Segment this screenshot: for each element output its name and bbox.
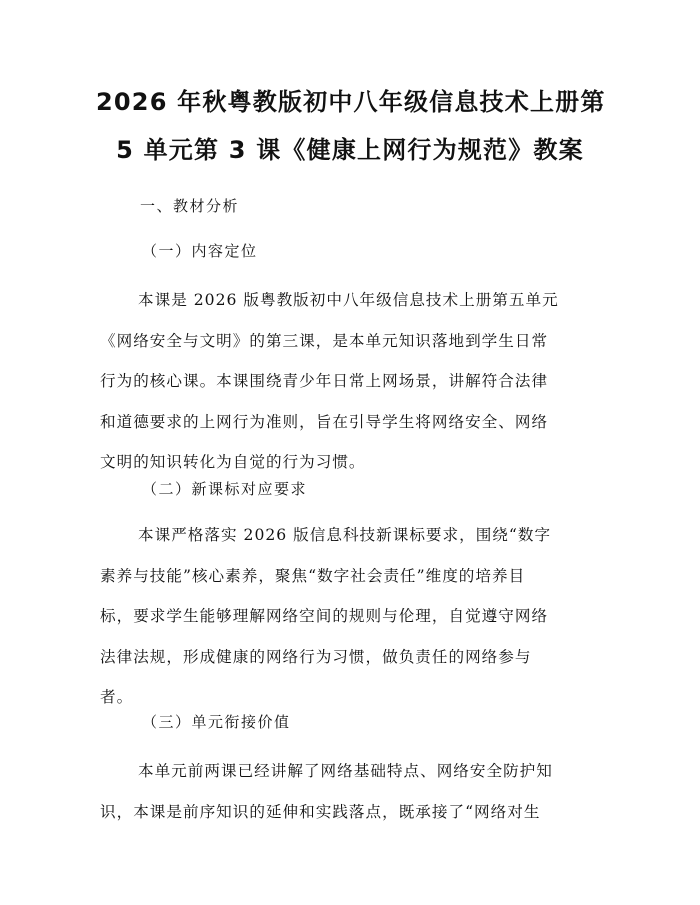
- paragraph-line: 本单元前两课已经讲解了网络基础特点、网络安全防护知: [138, 762, 553, 780]
- paragraph-line: 行为的核心课。本课围绕青少年日常上网场景，讲解符合法律: [100, 372, 549, 390]
- paragraph-line: 标，要求学生能够理解网络空间的规则与伦理，自觉遵守网络: [100, 607, 549, 625]
- paragraph-line: 者。: [100, 688, 134, 706]
- paragraph-line: 和道德要求的上网行为准则，旨在引导学生将网络安全、网络: [100, 412, 549, 431]
- paragraph-content-positioning: [100, 280, 610, 483]
- document-title-line-2: 5 单元第 3 课《健康上网行为规范》教案: [116, 136, 584, 164]
- subsection-heading-curriculum-requirements: （二）新课标对应要求: [142, 480, 308, 498]
- section-heading-textbook-analysis: 一、教材分析: [140, 197, 240, 215]
- paragraph-line: 《网络安全与文明》的第三课，是本单元知识落地到学生日常: [100, 331, 549, 350]
- document-title-line-1: 2026 年秋粤教版初中八年级信息技术上册第: [96, 88, 606, 116]
- paragraph-line: 法律法规，形成健康的网络行为习惯，做负责任的网络参与: [100, 647, 532, 666]
- paragraph-unit-connection-value: [100, 751, 610, 832]
- paragraph-line: 素养与技能”核心素养，聚焦“数字社会责任”维度的培养目: [100, 566, 526, 585]
- subsection-heading-unit-connection-value: （三）单元衔接价值: [142, 713, 291, 731]
- paragraph-curriculum-requirements: [100, 515, 610, 718]
- paragraph-line: 本课严格落实 2026 版信息科技新课标要求，围绕“数字: [138, 526, 552, 544]
- paragraph-line: 识，本课是前序知识的延伸和实践落点，既承接了“网络对生: [100, 802, 541, 821]
- paragraph-line: 本课是 2026 版粤教版初中八年级信息技术上册第五单元: [138, 291, 559, 309]
- subsection-heading-content-positioning: （一）内容定位: [142, 242, 258, 260]
- paragraph-line: 文明的知识转化为自觉的行为习惯。: [100, 453, 366, 471]
